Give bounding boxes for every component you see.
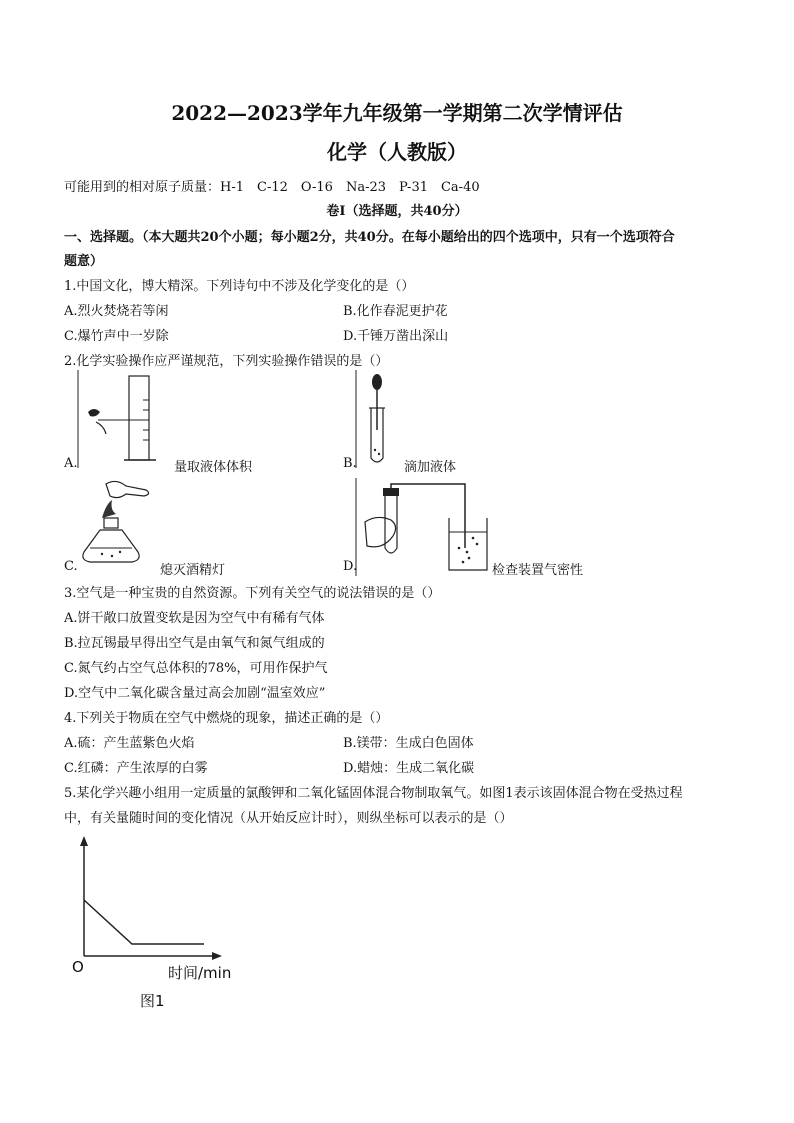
question-2-caption-d: 检查装置气密性 bbox=[492, 563, 584, 578]
question-2-option-d[interactable]: D. bbox=[343, 559, 358, 574]
exam-title: 2022—2023学年九年级第一学期第二次学情评估 bbox=[171, 101, 623, 125]
question-5-stem-line2: 中，有关量随时间的变化情况（从开始反应计时），则纵坐标可以表示的是（） bbox=[64, 811, 513, 826]
question-1-option-c[interactable]: C.爆竹声中一岁除 bbox=[64, 329, 169, 344]
figure-1-x-axis-label: 时间/min bbox=[168, 964, 232, 982]
section-heading: 卷Ⅰ（选择题，共40分） bbox=[326, 204, 468, 219]
question-4-option-a[interactable]: A.硫：产生蓝紫色火焰 bbox=[64, 736, 195, 751]
x-axis-arrow bbox=[212, 952, 222, 960]
exam-subtitle: 化学（人教版） bbox=[327, 140, 467, 164]
alcohol-lamp-figure bbox=[76, 478, 166, 578]
question-2-caption-a: 量取液体体积 bbox=[174, 460, 253, 475]
figure-1-graph bbox=[70, 836, 240, 966]
question-1-option-b[interactable]: B.化作春泥更护花 bbox=[343, 304, 448, 319]
question-4-option-c[interactable]: C.红磷：产生浓厚的白雾 bbox=[64, 761, 208, 776]
question-3-option-c[interactable]: C.氮气约占空气总体积的78%，可用作保护气 bbox=[64, 661, 328, 676]
question-1-option-a[interactable]: A.烈火焚烧若等闲 bbox=[64, 304, 169, 319]
airtightness-check-figure bbox=[355, 478, 515, 578]
question-3-option-d[interactable]: D.空气中二氧化碳含量过高会加剧“温室效应” bbox=[64, 686, 326, 701]
question-1-option-d[interactable]: D.千锤万凿出深山 bbox=[343, 329, 449, 344]
question-2-caption-b: 滴加液体 bbox=[404, 460, 457, 475]
dropper-test-tube-figure bbox=[355, 370, 405, 470]
data-curve bbox=[84, 900, 204, 944]
question-4-stem: 4.下列关于物质在空气中燃烧的现象，描述正确的是（） bbox=[64, 711, 389, 726]
question-4-option-b[interactable]: B.镁带：生成白色固体 bbox=[343, 736, 474, 751]
question-3-option-a[interactable]: A.饼干敞口放置变软是因为空气中有稀有气体 bbox=[64, 611, 325, 626]
section-instructions-line2: 题意） bbox=[64, 254, 104, 269]
question-2-option-a[interactable]: A. bbox=[64, 456, 78, 471]
atomic-masses: 可能用到的相对原子质量：H-1 C-12 O-16 Na-23 P-31 Ca-40 bbox=[64, 180, 480, 195]
question-1-stem: 1.中国文化，博大精深。下列诗句中不涉及化学变化的是（） bbox=[64, 279, 415, 294]
question-2-option-b[interactable]: B. bbox=[343, 456, 357, 471]
section-instructions-line1: 一、选择题。（本大题共20个小题；每小题2分，共40分。在每小题给出的四个选项中，只有一个选项符合 bbox=[64, 230, 675, 245]
y-axis-arrow bbox=[80, 836, 88, 846]
question-4-option-d[interactable]: D.蜡烛：生成二氧化碳 bbox=[343, 761, 475, 776]
question-2-option-c[interactable]: C. bbox=[64, 559, 78, 574]
question-5-stem-line1: 5.某化学兴趣小组用一定质量的氯酸钾和二氧化锰固体混合物制取氧气。如图1表示该固体混合物在受热过程 bbox=[64, 786, 683, 801]
figure-1-caption: 图1 bbox=[140, 992, 165, 1010]
graduated-cylinder-figure bbox=[76, 370, 186, 470]
question-3-stem: 3.空气是一种宝贵的自然资源。下列有关空气的说法错误的是（） bbox=[64, 586, 441, 601]
question-3-option-b[interactable]: B.拉瓦锡最早得出空气是由氧气和氮气组成的 bbox=[64, 636, 325, 651]
question-2-stem: 2.化学实验操作应严谨规范，下列实验操作错误的是（） bbox=[64, 354, 389, 369]
question-2-caption-c: 熄灭酒精灯 bbox=[160, 563, 226, 578]
figure-1-origin-label: O bbox=[72, 958, 84, 976]
